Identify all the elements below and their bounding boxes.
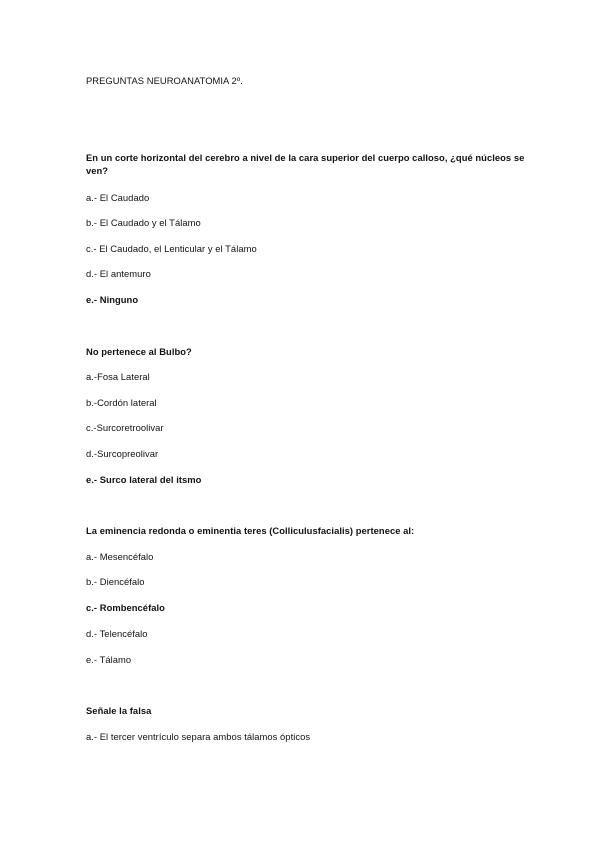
question-2-option-e-answer: e.- Surco lateral del itsmo xyxy=(86,474,202,485)
question-1-option-e-answer: e.- Ninguno xyxy=(86,294,139,305)
question-3-option-b: b.- Diencéfalo xyxy=(86,576,145,587)
document-title: PREGUNTAS NEUROANATOMIA 2º. xyxy=(86,75,243,86)
question-2-option-c: c.-Surcoretroolivar xyxy=(86,422,164,433)
question-3-option-e: e.- Tálamo xyxy=(86,654,132,665)
question-3-text: La eminencia redonda o eminentia teres (Colliculusfacialis) pertenece al: xyxy=(86,525,415,536)
question-1-option-d: d.- El antemuro xyxy=(86,268,151,279)
question-4-text: Señale la falsa xyxy=(86,705,152,716)
question-1-option-b: b.- El Caudado y el Tálamo xyxy=(86,217,201,228)
question-3-option-c-answer: c.- Rombencéfalo xyxy=(86,602,165,613)
question-3-option-d: d.- Telencéfalo xyxy=(86,628,148,639)
question-1-option-c: c.- El Caudado, el Lenticular y el Tálamo xyxy=(86,243,257,254)
question-2-option-a: a.-Fosa Lateral xyxy=(86,371,150,382)
question-2-text: No pertenece al Bulbo? xyxy=(86,346,192,357)
question-2-option-d: d.-Surcopreolivar xyxy=(86,448,159,459)
question-3-option-a: a.- Mesencéfalo xyxy=(86,551,154,562)
question-2-option-b: b.-Cordón lateral xyxy=(86,397,157,408)
question-1-option-a: a.- El Caudado xyxy=(86,192,150,203)
question-1-text: En un corte horizontal del cerebro a nivel de la cara superior del cuerpo calloso, ¿qué núcleos se ven? xyxy=(86,152,525,176)
question-4-option-a: a.- El tercer ventrículo separa ambos tálamos ópticos xyxy=(86,731,311,742)
